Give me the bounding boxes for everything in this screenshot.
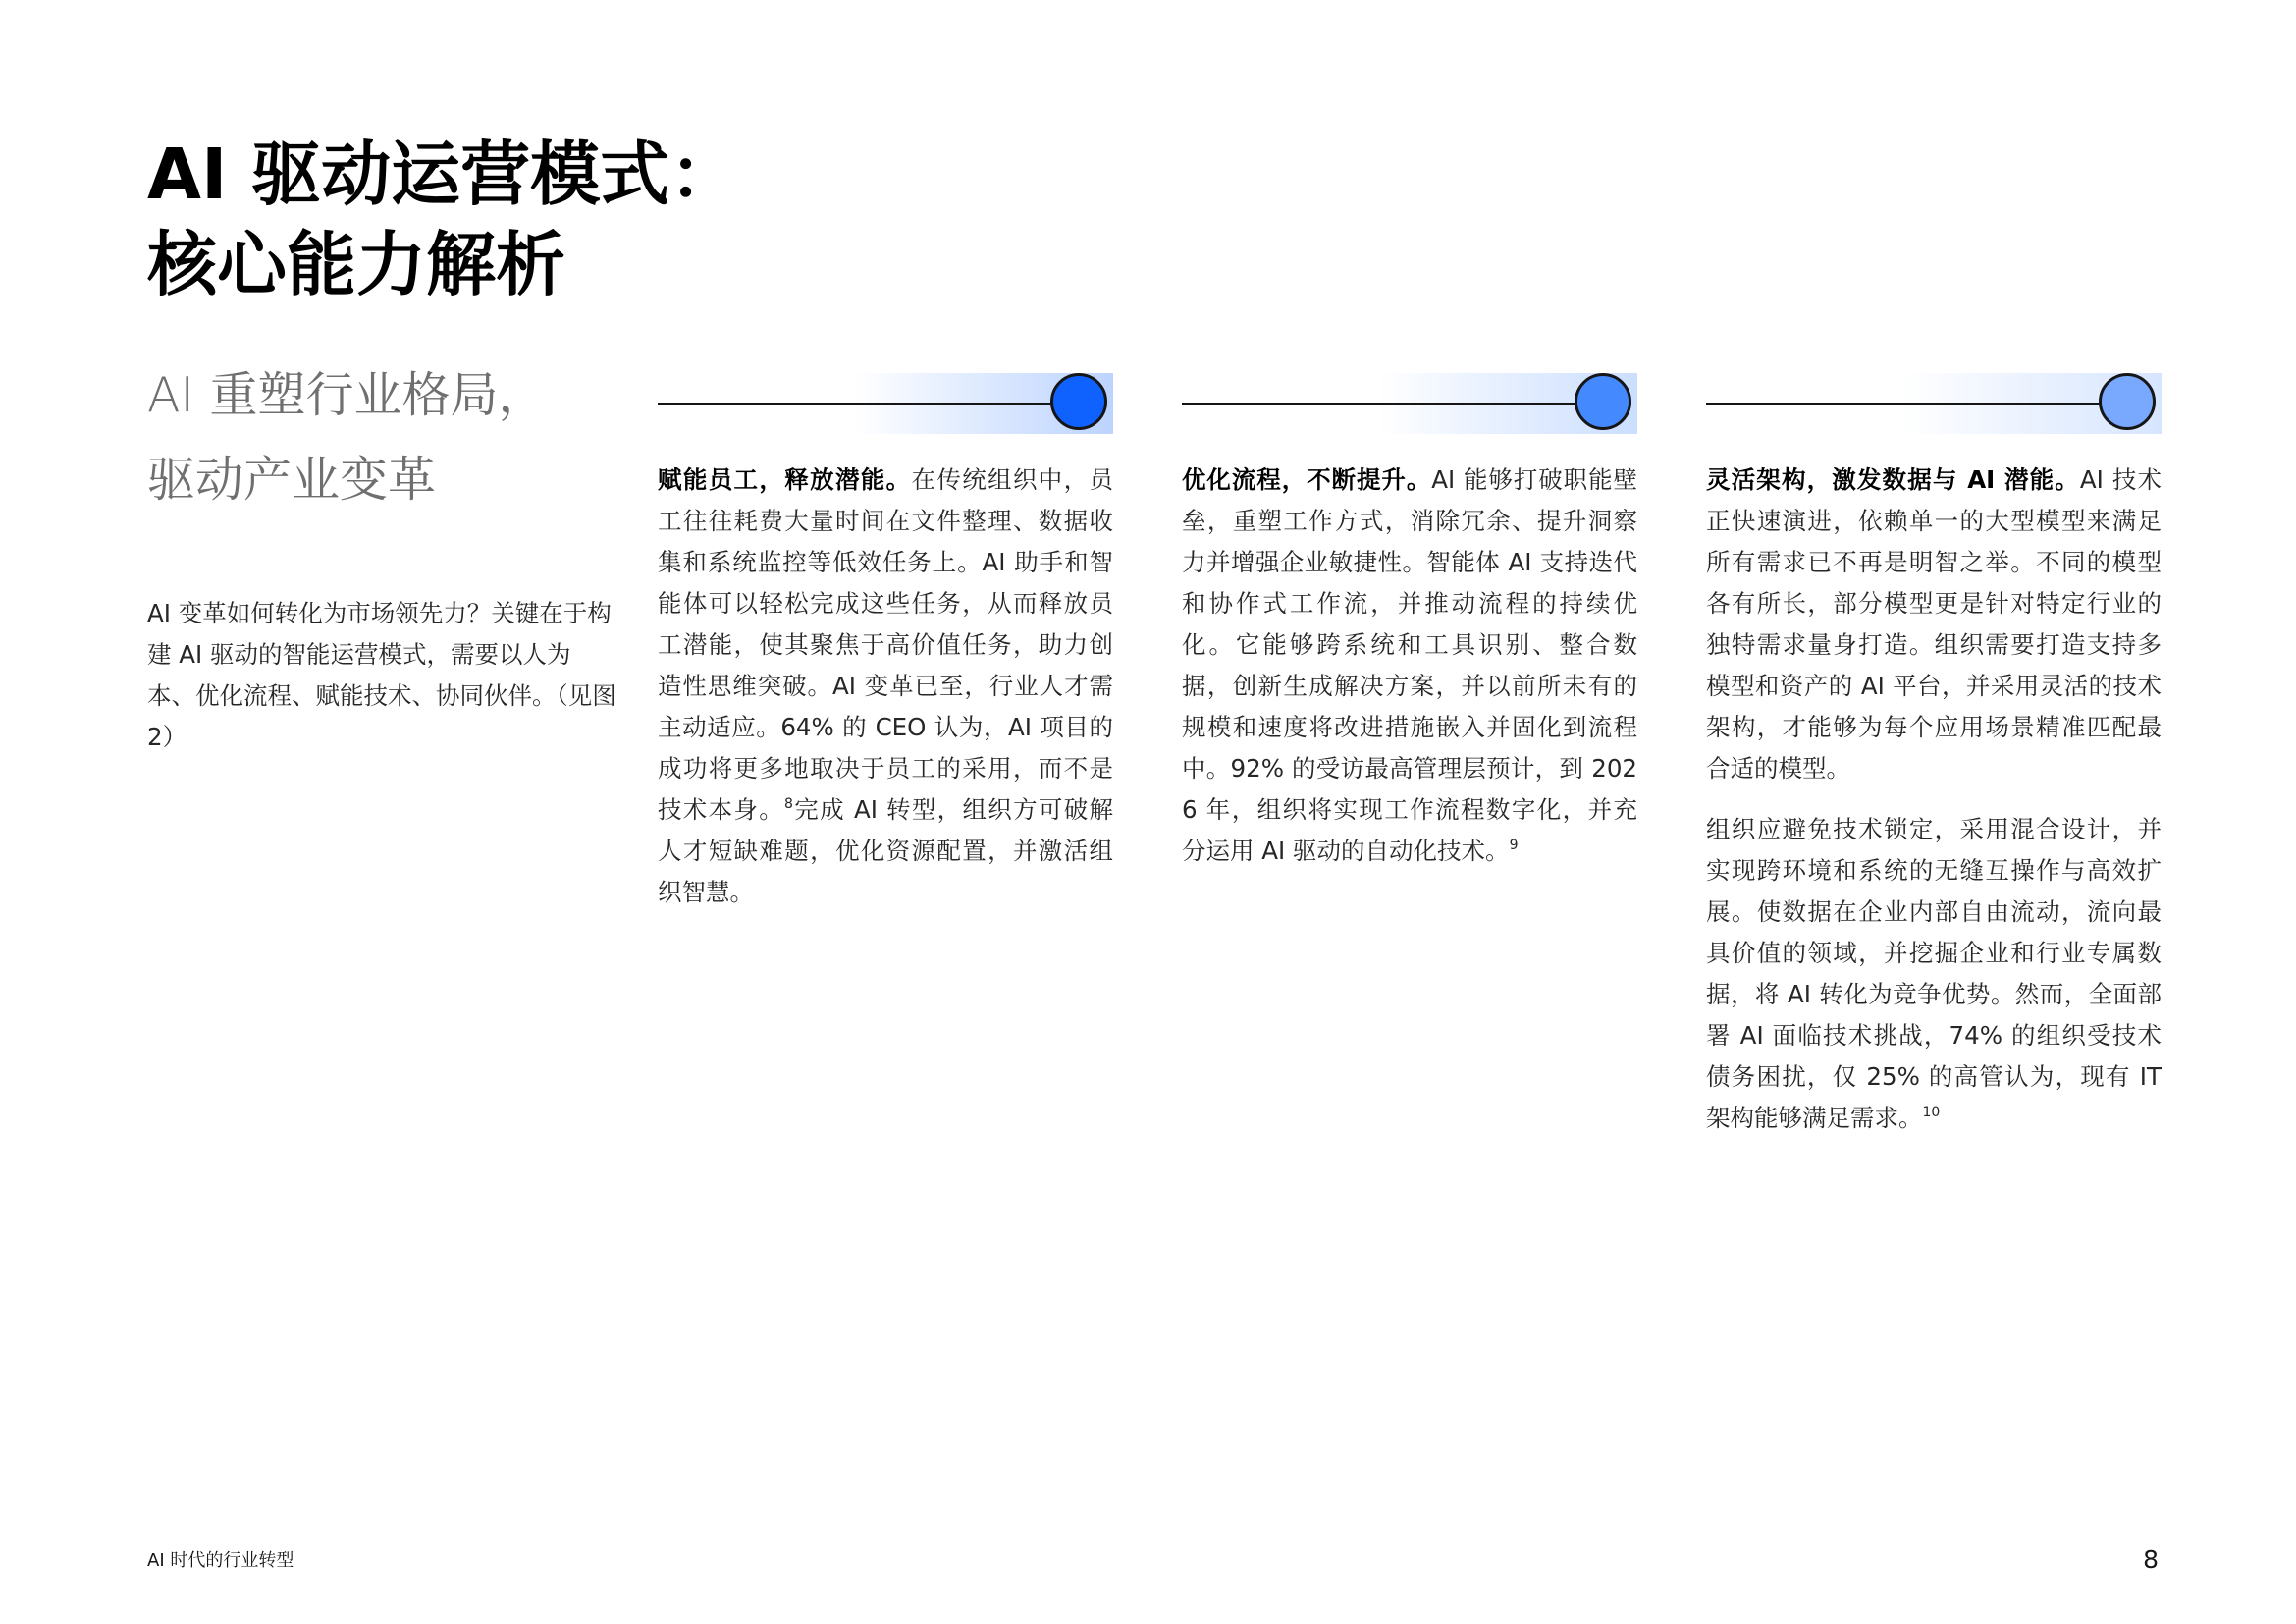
column-body-continued: 完成 AI 转型，组织方可破解人才短缺难题，优化资源配置，并激活组织智慧。 bbox=[658, 795, 1114, 906]
column-paragraph bbox=[658, 460, 1113, 913]
column-paragraph bbox=[1182, 460, 1637, 872]
column-body: 在传统组织中，员工往往耗费大量时间在文件整理、数据收集和系统监控等低效任务上。AI 助手和智能体可以轻松完成这些任务，从而释放员工潜能，使其聚焦于高价值任务，助力创造性思维突破。AI 变革已至，行业人才需主动适应。64% 的 CEO 认为，AI 项目的成功将更多地取决于员工的采用，而不是技术本身。 bbox=[658, 465, 1114, 824]
intro-paragraph: AI 变革如何转化为市场领先力？关键在于构建 AI 驱动的智能运营模式，需要以人为本、优化流程、赋能技术、协同伙伴。（见图 2） bbox=[147, 599, 616, 751]
connector-line bbox=[658, 403, 1060, 405]
column-body: AI 技术正快速演进，依赖单一的大型模型来满足所有需求已不再是明智之举。不同的模型各有所长，部分模型更是针对特定行业的独特需求量身打造。组织需要打造支持多模型和资产的 AI 平台，并采用灵活的技术架构，才能够为每个应用场景精准匹配最合适的模型。 bbox=[1706, 465, 2162, 783]
footnote-ref: 10 bbox=[1922, 1105, 1941, 1120]
footer-label: AI 时代的行业转型 bbox=[147, 1550, 294, 1571]
column-lead: 灵活架构，激发数据与 AI 潜能。 bbox=[1706, 465, 2080, 494]
connector-dot-icon bbox=[1050, 373, 1107, 430]
page-subtitle-line-1: AI 重塑行业格局， bbox=[147, 367, 547, 423]
page-title bbox=[147, 130, 834, 310]
connector-line bbox=[1182, 403, 1584, 405]
column-lead: 赋能员工，释放潜能。 bbox=[658, 465, 912, 494]
connector-dot-icon bbox=[1575, 373, 1631, 430]
footnote-ref: 9 bbox=[1509, 838, 1519, 853]
footnote-ref: 8 bbox=[784, 796, 793, 812]
page-number: 8 bbox=[2143, 1545, 2159, 1574]
page-title-line-2: 核心能力解析 bbox=[147, 224, 566, 305]
column-optimize-process bbox=[1182, 361, 1637, 872]
column-body: AI 能够打破职能壁垒，重塑工作方式，消除冗余、提升洞察力并增强企业敏捷性。智能体 AI 支持迭代和协作式工作流，并推动流程的持续优化。它能够跨系统和工具识别、整合数据，创新生成解决方案，并以前所未有的规模和速度将改进措施嵌入并固化到流程中。92% 的受访最高管理层预计，到 2026 年，组织将实现工作流程数字化，并充分运用 AI 驱动的自动化技术。 bbox=[1182, 465, 1637, 865]
column-empower-employees bbox=[658, 361, 1113, 913]
page-title-line-1: AI 驱动运营模式： bbox=[147, 134, 740, 215]
column-connector bbox=[1182, 361, 1637, 446]
column-paragraph bbox=[1706, 460, 2162, 789]
connector-dot-icon bbox=[2099, 373, 2156, 430]
column-body-second: 组织应避免技术锁定，采用混合设计，并实现跨环境和系统的无缝互操作与高效扩展。使数据在企业内部自由流动，流向最具价值的领域，并挖掘企业和行业专属数据，将 AI 转化为竞争优势。然而，全面部署 AI 面临技术挑战，74% 的组织受技术债务困扰，仅 25% 的高管认为，现有 IT 架构能够满足需求。 bbox=[1706, 815, 2162, 1132]
column-flexible-architecture bbox=[1706, 361, 2162, 1139]
column-connector bbox=[658, 361, 1113, 446]
connector-line bbox=[1706, 403, 2109, 405]
column-connector bbox=[1706, 361, 2162, 446]
column-paragraph-second bbox=[1706, 809, 2162, 1139]
column-lead: 优化流程，不断提升。 bbox=[1182, 465, 1432, 494]
page-subtitle bbox=[147, 353, 658, 522]
page-subtitle-line-2: 驱动产业变革 bbox=[147, 452, 437, 508]
